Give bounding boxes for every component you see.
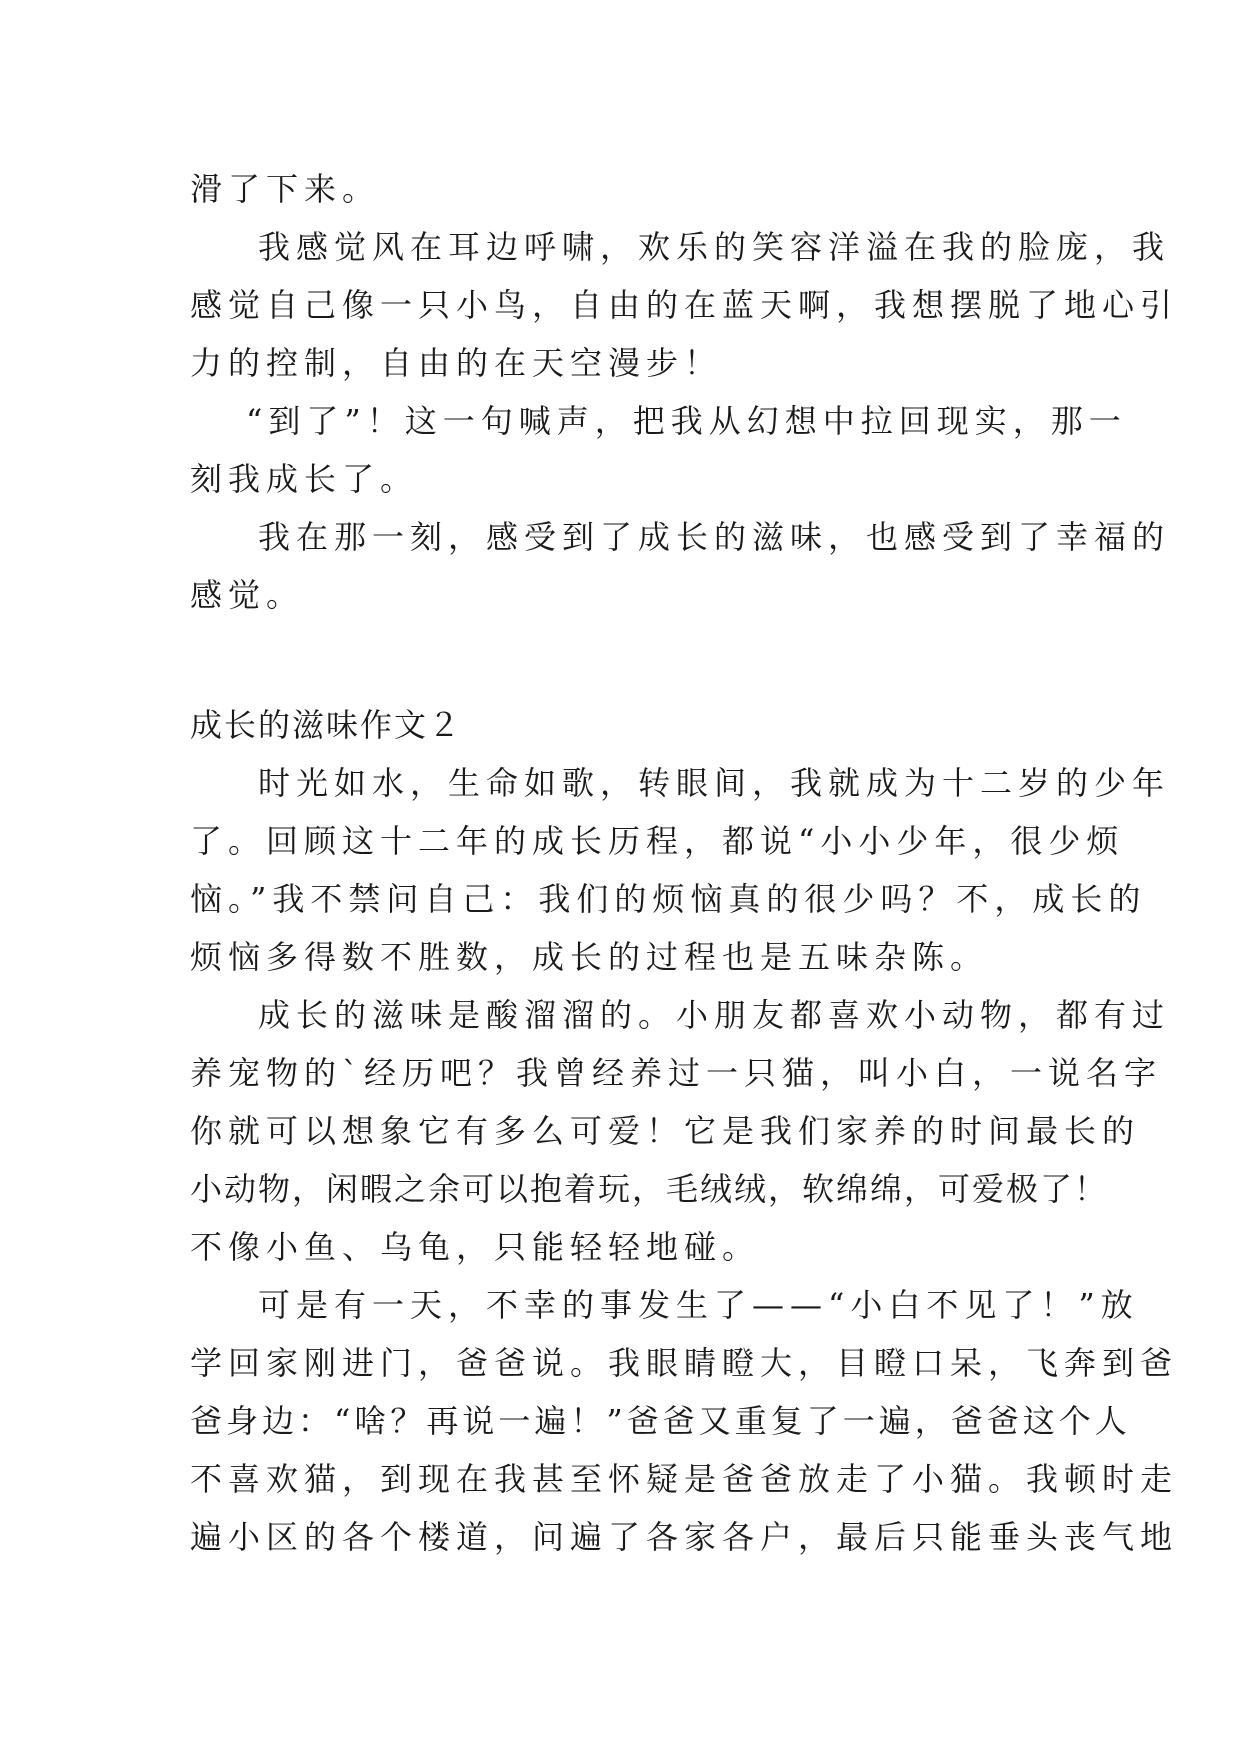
text-line: 爸身边：“啥？再说一遍！”爸爸又重复了一遍，爸爸这个人: [190, 1402, 1131, 1440]
text-line: 刻我成长了。: [190, 460, 419, 498]
text-line: 力的控制，自由的在天空漫步！: [190, 344, 723, 382]
text-line: 小动物，闲暇之余可以抱着玩，毛绒绒，软绵绵，可爱极了！: [190, 1170, 1109, 1208]
text-line: 不喜欢猫，到现在我甚至怀疑是爸爸放走了小猫。我顿时走: [190, 1460, 1179, 1498]
text-line: 感觉自己像一只小鸟，自由的在蓝天啊，我想摆脱了地心引: [190, 286, 1179, 324]
paragraph-start-line: “到了”！这一句喊声，把我从幻想中拉回现实，那一: [246, 402, 1127, 440]
section-title: 成长的滋味作文２: [190, 706, 463, 744]
paragraph-start-line: 成长的滋味是酸溜溜的。小朋友都喜欢小动物，都有过: [258, 996, 1171, 1034]
text-line: 滑了下来。: [190, 170, 381, 208]
text-line: 学回家刚进门，爸爸说。我眼睛瞪大，目瞪口呆，飞奔到爸: [190, 1344, 1179, 1382]
text-line: 了。回顾这十二年的成长历程，都说“小小少年，很少烦: [190, 822, 1125, 860]
text-line: 烦恼多得数不胜数，成长的过程也是五味杂陈。: [190, 938, 989, 976]
text-line: 你就可以想象它有多么可爱！它是我们家养的时间最长的: [190, 1112, 1141, 1150]
text-line: 养宠物的`经历吧？我曾经养过一只猫，叫小白，一说名字: [190, 1054, 1163, 1092]
text-line: 恼。”我不禁问自己：我们的烦恼真的很少吗？不，成长的: [190, 880, 1147, 918]
text-line: 遍小区的各个楼道，问遍了各家各户，最后只能垂头丧气地: [190, 1518, 1179, 1556]
paragraph-start-line: 我在那一刻，感受到了成长的滋味，也感受到了幸福的: [258, 518, 1171, 556]
text-line: 感觉。: [190, 576, 305, 614]
text-line: 不像小鱼、乌龟，只能轻轻地碰。: [190, 1228, 761, 1266]
paragraph-start-line: 时光如水，生命如歌，转眼间，我就成为十二岁的少年: [258, 764, 1171, 802]
paragraph-start-line: 可是有一天，不幸的事发生了——“小白不见了！”放: [258, 1286, 1139, 1324]
paragraph-start-line: 我感觉风在耳边呼啸，欢乐的笑容洋溢在我的脸庞，我: [258, 228, 1171, 266]
section-gap: [190, 624, 1050, 696]
document-body: [190, 160, 1179, 1566]
